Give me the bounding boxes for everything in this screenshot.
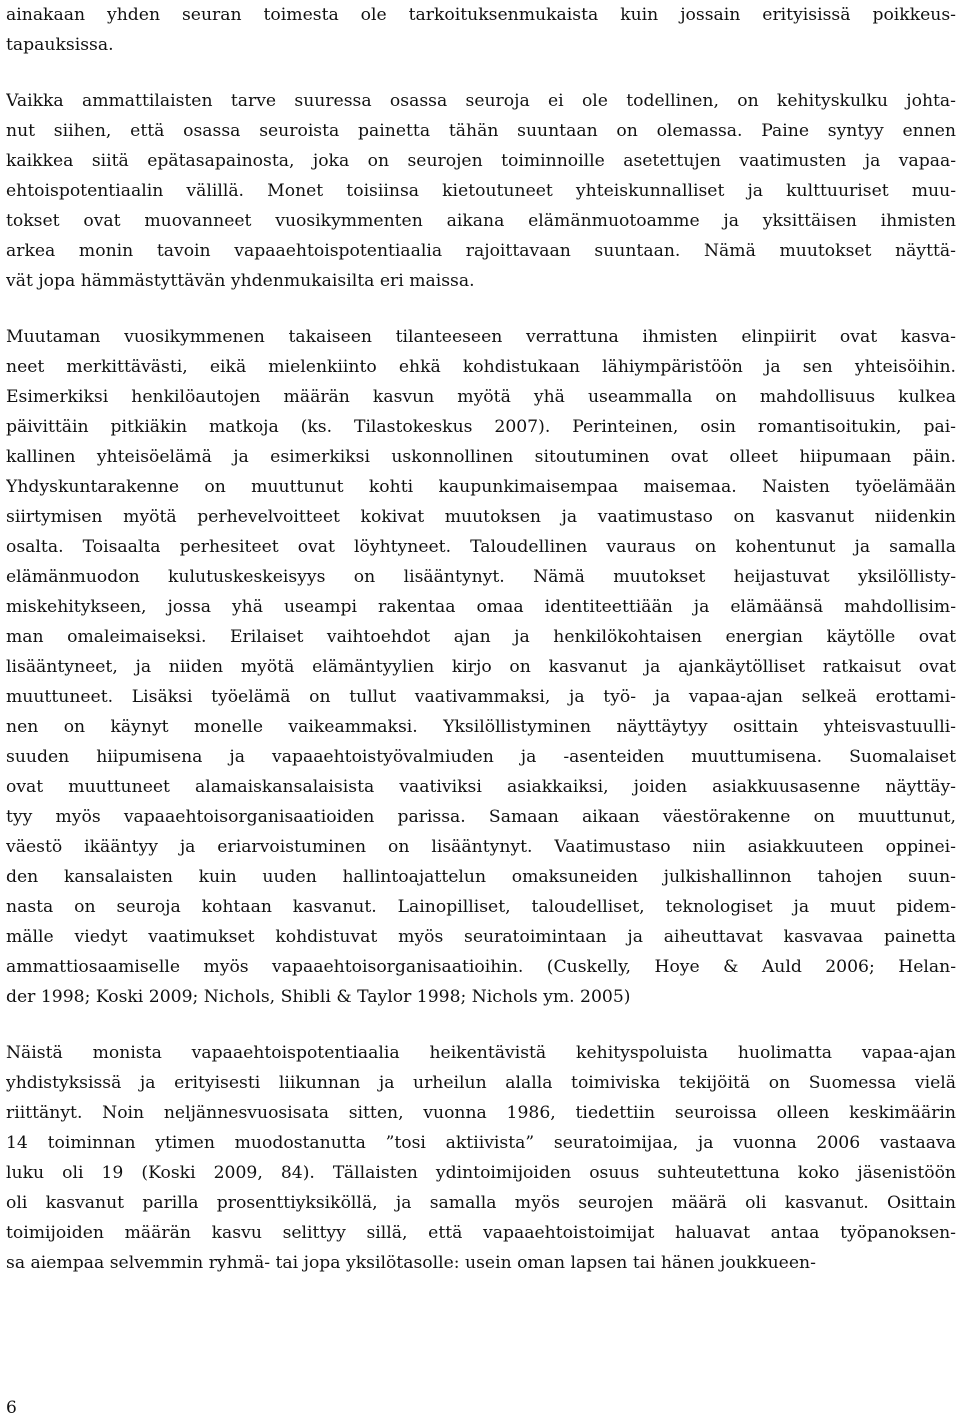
text-line: ehtoispotentiaalin välillä. Monet toisiinsa kietoutuneet yhteiskunnalliset ja kulttuuriset muu- [6, 181, 956, 201]
paragraph [6, 86, 956, 296]
text-line: nasta on seuroja kohtaan kasvanut. Lainopilliset, taloudelliset, teknologiset ja muut pidem- [6, 897, 956, 917]
text-line: Esimerkiksi henkilöautojen määrän kasvun myötä yhä useammalla on mahdollisuus kulkea [6, 387, 956, 407]
text-line: suuden hiipumisena ja vapaaehtoistyövalmiuden ja -asenteiden muuttumisena. Suomalaiset [6, 747, 956, 767]
text-line: sa aiempaa selvemmin ryhmä- tai jopa yksilötasolle: usein oman lapsen tai hänen joukkueen- [6, 1253, 816, 1273]
text-line: Näistä monista vapaaehtoispotentiaalia heikentävistä kehityspoluista huolimatta vapaa-ajan [6, 1043, 956, 1063]
text-line: tyy myös vapaaehtoisorganisaatioiden parissa. Samaan aikaan väestörakenne on muuttunut, [6, 807, 956, 827]
text-line: ovat muuttuneet alamaiskansalaisista vaativiksi asiakkaiksi, joiden asiakkuusasenne näyttäy- [6, 777, 956, 797]
text-line: väestö ikääntyy ja eriarvoistuminen on lisääntynyt. Vaatimustaso niin asiakkuuteen oppinei- [6, 837, 956, 857]
page-number: 6 [6, 1398, 17, 1418]
text-line: arkea monin tavoin vapaaehtoispotentiaalia rajoittavaan suuntaan. Nämä muutokset näyttä- [6, 241, 956, 261]
text-line: neet merkittävästi, eikä mielenkiinto ehkä kohdistukaan lähiympäristöön ja sen yhteisöihin. [6, 357, 956, 377]
text-line: tokset ovat muovanneet vuosikymmenten aikana elämänmuotoamme ja yksittäisen ihmisten [6, 211, 956, 231]
text-line: osalta. Toisaalta perhesiteet ovat löyhtyneet. Taloudellinen vauraus on kohentunut ja samalla [6, 537, 956, 557]
text-line: ammattiosaamiselle myös vapaaehtoisorganisaatioihin. (Cuskelly, Hoye & Auld 2006; Helan- [6, 957, 956, 977]
text-line: oli kasvanut parilla prosenttiyksiköllä, ja samalla myös seurojen määrä oli kasvanut. Osittain [6, 1193, 956, 1213]
paragraph [6, 322, 956, 1012]
text-line: nen on käynyt monelle vaikeammaksi. Yksilöllistyminen näyttäytyy osittain yhteisvastuulli- [6, 717, 956, 737]
text-line: ainakaan yhden seuran toimesta ole tarkoituksenmukaista kuin jossain erityisissä poikkeus- [6, 5, 956, 25]
text-line: kallinen yhteisöelämä ja esimerkiksi uskonnollinen sitoutuminen ovat olleet hiipumaan päin. [6, 447, 956, 467]
text-line: elämänmuodon kulutuskeskeisyys on lisääntynyt. Nämä muutokset heijastuvat yksilöllisty- [6, 567, 956, 587]
text-line: man omaleimaiseksi. Erilaiset vaihtoehdot ajan ja henkilökohtaisen energian käytölle ovat [6, 627, 956, 647]
text-line: 14 toiminnan ytimen muodostanutta ”tosi aktiivista” seuratoimijaa, ja vuonna 2006 vastaava [6, 1133, 956, 1153]
text-line: siirtymisen myötä perhevelvoitteet kokivat muutoksen ja vaatimustaso on kasvanut niidenkin [6, 507, 956, 527]
text-line: toimijoiden määrän kasvu selittyy sillä, että vapaaehtoistoimijat haluavat antaa työpanoksen- [6, 1223, 956, 1243]
text-line: Vaikka ammattilaisten tarve suuressa osassa seuroja ei ole todellinen, on kehityskulku johta- [6, 91, 956, 111]
text-line: mälle viedyt vaatimukset kohdistuvat myös seuratoimintaan ja aiheuttavat kasvavaa painetta [6, 927, 956, 947]
text-line: päivittäin pitkiäkin matkoja (ks. Tilastokeskus 2007). Perinteinen, osin romantisoitukin, pai- [6, 417, 956, 437]
text-line: vät jopa hämmästyttävän yhdenmukaisilta eri maissa. [6, 271, 475, 291]
text-line: muuttuneet. Lisäksi työelämä on tullut vaativammaksi, ja työ- ja vapaa-ajan selkeä erottami- [6, 687, 956, 707]
paragraph [6, 1038, 956, 1278]
text-line: tapauksissa. [6, 35, 114, 55]
text-line: Yhdyskuntarakenne on muuttunut kohti kaupunkimaisempaa maisemaa. Naisten työelämään [6, 477, 956, 497]
text-line: yhdistyksissä ja erityisesti liikunnan ja urheilun alalla toimiviska tekijöitä on Suomessa vielä [6, 1073, 956, 1093]
text-line: der 1998; Koski 2009; Nichols, Shibli & Taylor 1998; Nichols ym. 2005) [6, 987, 631, 1007]
text-line: lisääntyneet, ja niiden myötä elämäntyylien kirjo on kasvanut ja ajankäytölliset ratkaisut ovat [6, 657, 956, 677]
text-line: miskehitykseen, jossa yhä useampi rakentaa omaa identiteettiään ja elämäänsä mahdollisim- [6, 597, 956, 617]
text-line: luku oli 19 (Koski 2009, 84). Tällaisten ydintoimijoiden osuus suhteutettuna koko jäsenistöön [6, 1163, 956, 1183]
text-line: den kansalaisten kuin uuden hallintoajattelun omaksuneiden julkishallinnon tahojen suun- [6, 867, 956, 887]
text-line: nut siihen, että osassa seuroista painetta tähän suuntaan on olemassa. Paine syntyy ennen [6, 121, 956, 141]
paragraph [6, 0, 956, 60]
text-line: kaikkea siitä epätasapainosta, joka on seurojen toiminnoille asetettujen vaatimusten ja vapaa- [6, 151, 956, 171]
text-line: riittänyt. Noin neljännesvuosisata sitten, vuonna 1986, tiedettiin seuroissa olleen keskimäärin [6, 1103, 956, 1123]
text-line: Muutaman vuosikymmenen takaiseen tilanteeseen verrattuna ihmisten elinpiirit ovat kasva- [6, 327, 956, 347]
body-text [6, 0, 956, 1278]
